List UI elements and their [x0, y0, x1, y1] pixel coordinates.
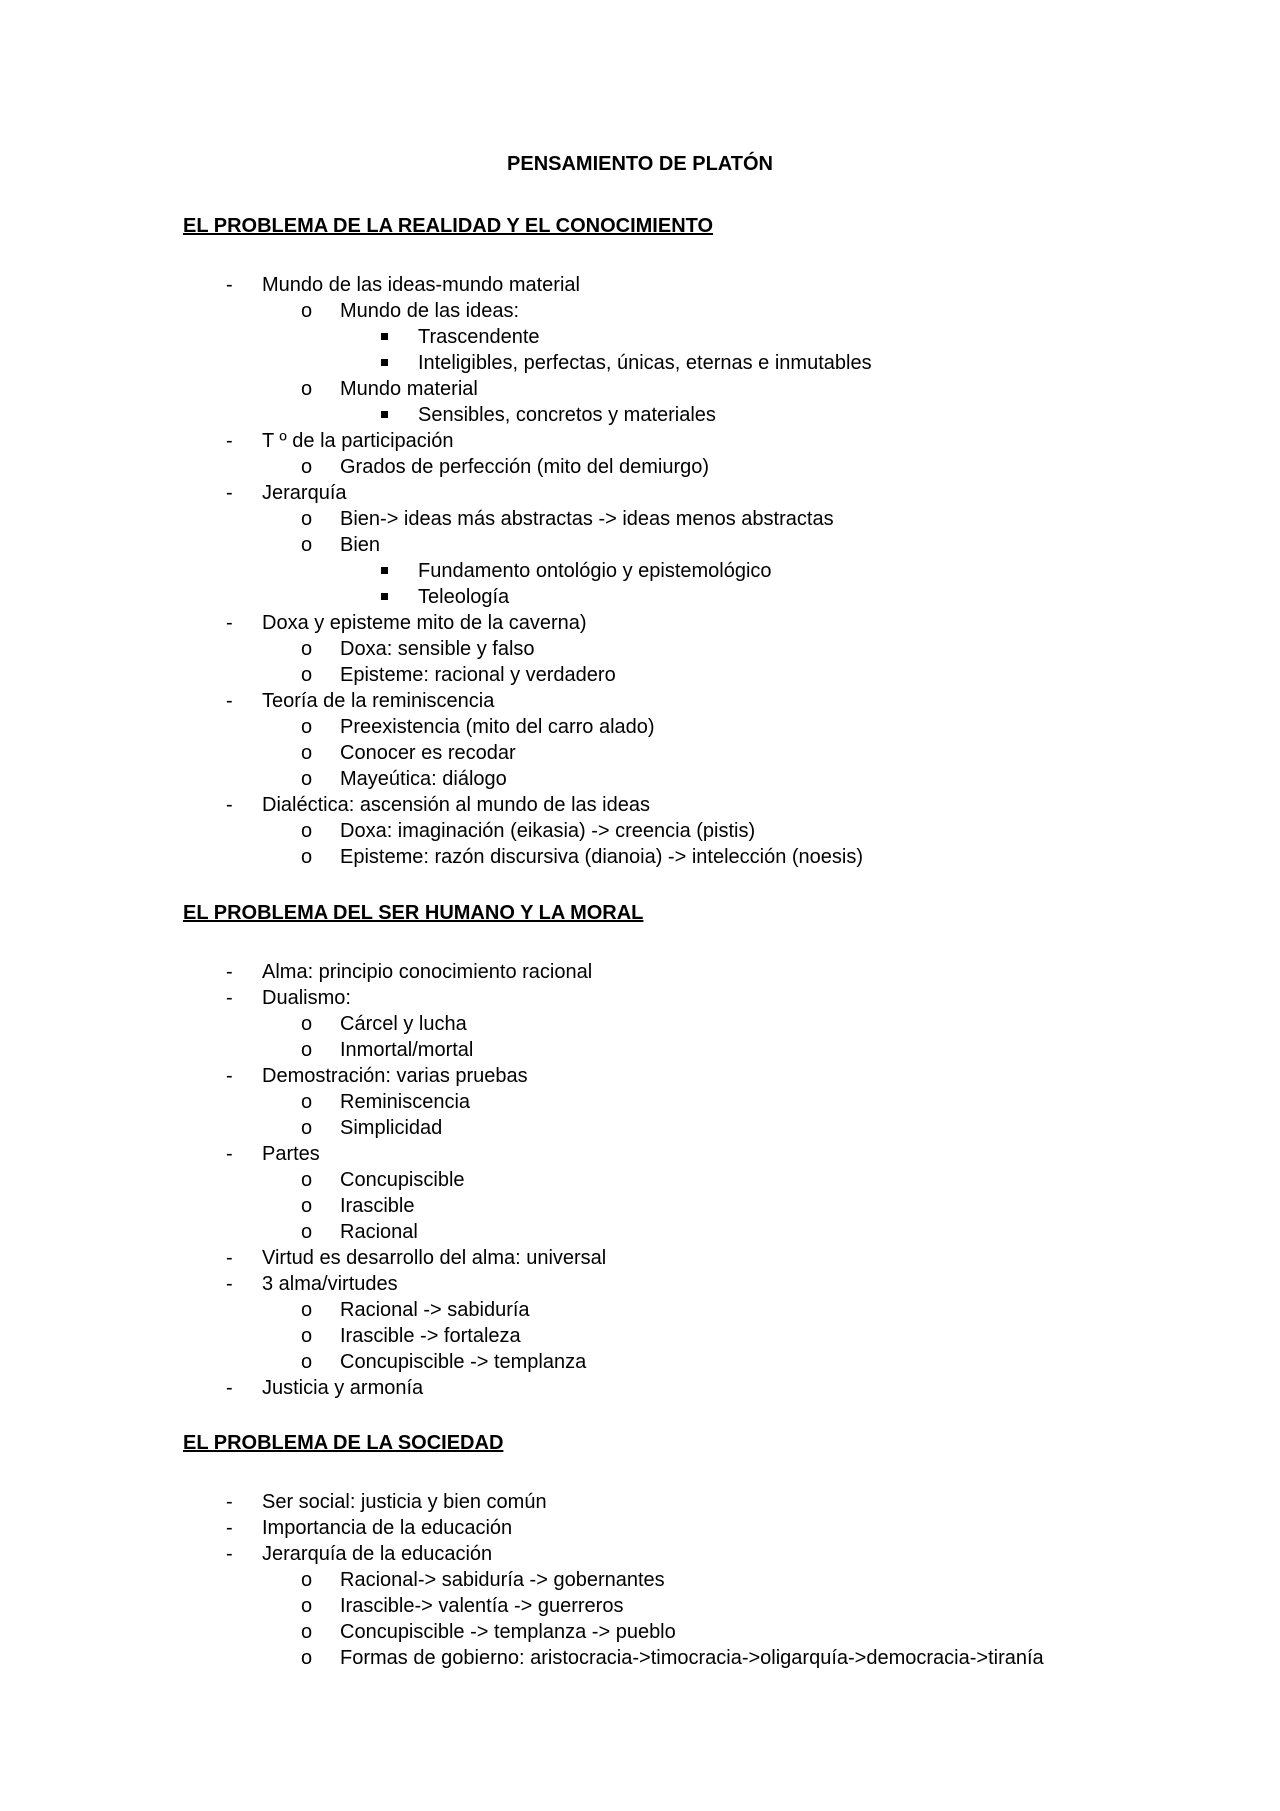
circle-bullet-icon: o [301, 1595, 313, 1617]
list-item: Fundamento ontológio y epistemológico [418, 560, 772, 582]
circle-bullet-icon: o [301, 456, 313, 478]
square-bullet-icon [381, 567, 388, 574]
dash-bullet-icon: - [226, 987, 233, 1009]
list-item: Racional [340, 1221, 418, 1243]
circle-bullet-icon: o [301, 820, 313, 842]
circle-bullet-icon: o [301, 1621, 313, 1643]
list-item: Teleología [418, 586, 510, 608]
circle-bullet-icon: o [301, 1169, 313, 1191]
list-item: Jerarquía de la educación [262, 1543, 493, 1565]
dash-bullet-icon: - [226, 1247, 233, 1269]
circle-bullet-icon: o [301, 1325, 313, 1347]
list-item: Virtud es desarrollo del alma: universal [262, 1247, 607, 1269]
circle-bullet-icon: o [301, 1195, 313, 1217]
circle-bullet-icon: o [301, 1091, 313, 1113]
list-item: Justicia y armonía [262, 1377, 424, 1399]
list-item: Grados de perfección (mito del demiurgo) [340, 456, 710, 478]
list-item: Teoría de la reminiscencia [262, 690, 495, 712]
list-item: Episteme: racional y verdadero [340, 664, 616, 686]
list-item: Preexistencia (mito del carro alado) [340, 716, 655, 738]
list-item: Doxa: sensible y falso [340, 638, 535, 660]
list-item: Irascible [340, 1195, 415, 1217]
list-item: Mundo material [340, 378, 478, 400]
list-item: Trascendente [418, 326, 540, 348]
list-item: Irascible -> fortaleza [340, 1325, 521, 1347]
circle-bullet-icon: o [301, 768, 313, 790]
list-item: Racional -> sabiduría [340, 1299, 530, 1321]
circle-bullet-icon: o [301, 1299, 313, 1321]
list-item: Sensibles, concretos y materiales [418, 404, 716, 426]
list-item: Conocer es recodar [340, 742, 516, 764]
circle-bullet-icon: o [301, 300, 313, 322]
dash-bullet-icon: - [226, 274, 233, 296]
circle-bullet-icon: o [301, 508, 313, 530]
list-item: Inmortal/mortal [340, 1039, 474, 1061]
list-item: Concupiscible -> templanza [340, 1351, 587, 1373]
list-item: Irascible-> valentía -> guerreros [340, 1595, 624, 1617]
dash-bullet-icon: - [226, 1377, 233, 1399]
list-item: T º de la participación [262, 430, 454, 452]
dash-bullet-icon: - [226, 1543, 233, 1565]
square-bullet-icon [381, 359, 388, 366]
list-item: Reminiscencia [340, 1091, 471, 1113]
section-heading: EL PROBLEMA DE LA SOCIEDAD [183, 1432, 504, 1454]
list-item: Mundo de las ideas: [340, 300, 520, 322]
circle-bullet-icon: o [301, 742, 313, 764]
list-item: Jerarquía [262, 482, 347, 504]
list-item: Bien-> ideas más abstractas -> ideas menos abstractas [340, 508, 834, 530]
circle-bullet-icon: o [301, 716, 313, 738]
list-item: 3 alma/virtudes [262, 1273, 398, 1295]
dash-bullet-icon: - [226, 1065, 233, 1087]
list-item: Concupiscible [340, 1169, 465, 1191]
circle-bullet-icon: o [301, 1039, 313, 1061]
list-item: Cárcel y lucha [340, 1013, 467, 1035]
square-bullet-icon [381, 411, 388, 418]
list-item: Demostración: varias pruebas [262, 1065, 528, 1087]
dash-bullet-icon: - [226, 1491, 233, 1513]
circle-bullet-icon: o [301, 1013, 313, 1035]
circle-bullet-icon: o [301, 1569, 313, 1591]
circle-bullet-icon: o [301, 1117, 313, 1139]
list-item: Partes [262, 1143, 320, 1165]
circle-bullet-icon: o [301, 638, 313, 660]
dash-bullet-icon: - [226, 430, 233, 452]
dash-bullet-icon: - [226, 1517, 233, 1539]
dash-bullet-icon: - [226, 794, 233, 816]
dash-bullet-icon: - [226, 612, 233, 634]
circle-bullet-icon: o [301, 378, 313, 400]
circle-bullet-icon: o [301, 846, 313, 868]
circle-bullet-icon: o [301, 1221, 313, 1243]
list-item: Formas de gobierno: aristocracia->timocracia->oligarquía->democracia->tiranía [340, 1647, 1044, 1669]
square-bullet-icon [381, 593, 388, 600]
section-heading: EL PROBLEMA DE LA REALIDAD Y EL CONOCIMIENTO [183, 215, 714, 237]
square-bullet-icon [381, 333, 388, 340]
circle-bullet-icon: o [301, 1351, 313, 1373]
document-title: PENSAMIENTO DE PLATÓN [507, 153, 773, 175]
list-item: Mundo de las ideas-mundo material [262, 274, 580, 296]
dash-bullet-icon: - [226, 1273, 233, 1295]
dash-bullet-icon: - [226, 482, 233, 504]
list-item: Doxa: imaginación (eikasia) -> creencia (pistis) [340, 820, 756, 842]
circle-bullet-icon: o [301, 1647, 313, 1669]
list-item: Racional-> sabiduría -> gobernantes [340, 1569, 665, 1591]
list-item: Mayeútica: diálogo [340, 768, 507, 790]
dash-bullet-icon: - [226, 690, 233, 712]
list-item: Inteligibles, perfectas, únicas, eternas e inmutables [418, 352, 872, 374]
list-item: Concupiscible -> templanza -> pueblo [340, 1621, 676, 1643]
list-item: Doxa y episteme mito de la caverna) [262, 612, 587, 634]
list-item: Alma: principio conocimiento racional [262, 961, 593, 983]
list-item: Dialéctica: ascensión al mundo de las ideas [262, 794, 650, 816]
list-item: Simplicidad [340, 1117, 443, 1139]
circle-bullet-icon: o [301, 534, 313, 556]
list-item: Episteme: razón discursiva (dianoia) -> intelección (noesis) [340, 846, 864, 868]
circle-bullet-icon: o [301, 664, 313, 686]
list-item: Ser social: justicia y bien común [262, 1491, 547, 1513]
section-heading: EL PROBLEMA DEL SER HUMANO Y LA MORAL [183, 902, 644, 924]
list-item: Importancia de la educación [262, 1517, 513, 1539]
dash-bullet-icon: - [226, 1143, 233, 1165]
list-item: Dualismo: [262, 987, 351, 1009]
dash-bullet-icon: - [226, 961, 233, 983]
list-item: Bien [340, 534, 381, 556]
